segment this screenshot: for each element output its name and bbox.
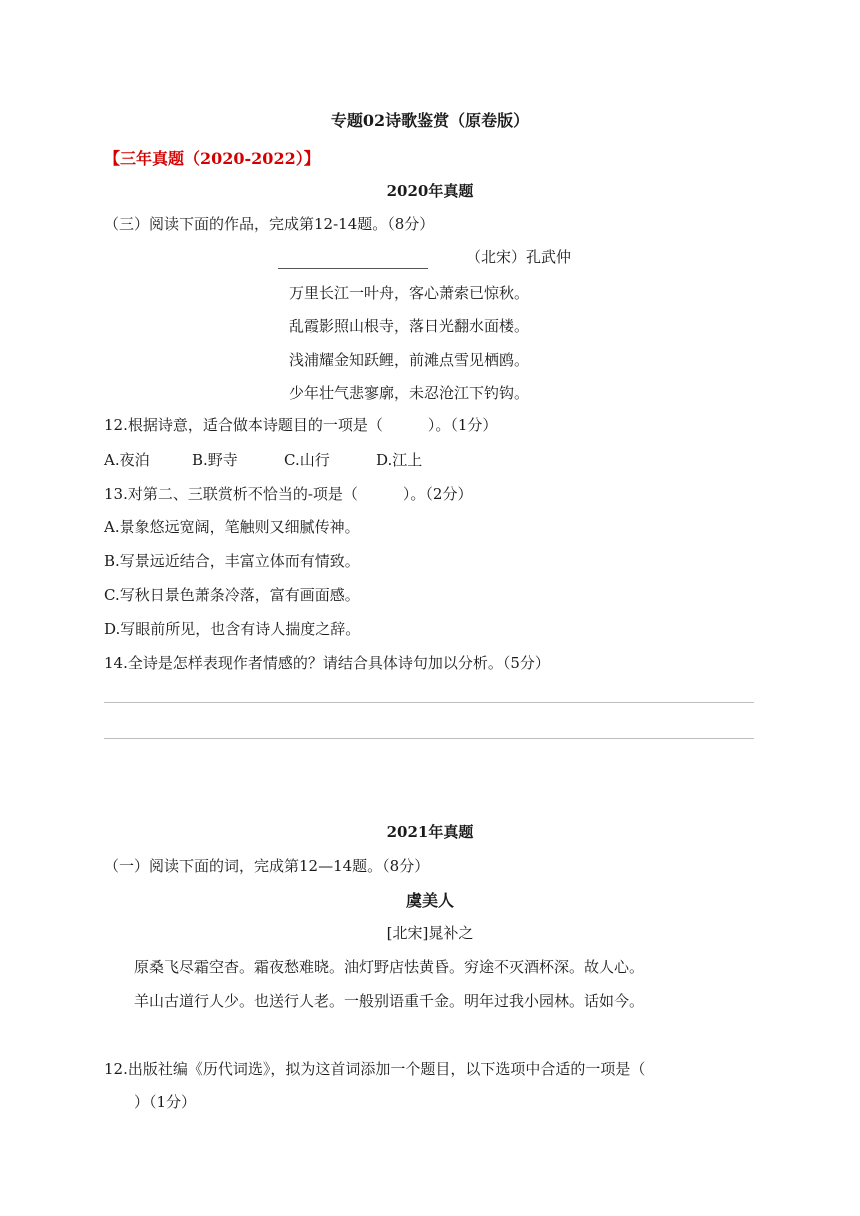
answer-line	[104, 738, 754, 739]
year-heading-2021: 2021年真题	[386, 823, 474, 841]
poem-line: 乱霞影照山根寺，落日光翻水面楼。	[289, 317, 530, 335]
question-12-2021-cont: ）（1分）	[134, 1093, 197, 1111]
ci-line: 羊山古道行人少。也送行人老。一般别语重千金。明年过我小园林。话如今。	[134, 992, 645, 1010]
question-13-2020: 13.对第二、三联赏析不恰当的-项是（ ）。（2分）	[104, 485, 473, 503]
document-title: 专题02诗歌鉴赏（原卷版）	[330, 111, 530, 130]
option-d: D.江上	[376, 451, 423, 469]
poem-author-2021: [北宋]晁补之	[386, 924, 474, 942]
option-d: D.写眼前所见，也含有诗人揣度之辞。	[104, 620, 361, 638]
question-12-2021: 12.出版社编《历代词选》，拟为这首词添加一个题目，以下选项中合适的一项是（	[104, 1060, 646, 1078]
poem-title-2021: 虞美人	[405, 891, 454, 910]
poem-line: 浅浦耀金知跃鲤，前滩点雪见栖鸥。	[289, 351, 530, 369]
option-c: C.山行	[284, 451, 330, 469]
option-c: C.写秋日景色萧条冷落，富有画面感。	[104, 586, 360, 604]
poem-line: 少年壮气悲寥廓，未忍沧江下钓钩。	[289, 384, 530, 402]
option-b: B.野寺	[192, 451, 238, 469]
question-12-2020: 12.根据诗意，适合做本诗题目的一项是（ ）。（1分）	[104, 416, 498, 434]
question-14-2020: 14.全诗是怎样表现作者情感的？请结合具体诗句加以分析。（5分）	[104, 654, 550, 672]
section-tag: 【三年真题（2020-2022）】	[104, 149, 320, 168]
option-a: A.景象悠远宽阔，笔触则又细腻传神。	[104, 518, 360, 536]
instruction-2020: （三）阅读下面的作品，完成第12-14题。（8分）	[104, 215, 435, 233]
answer-line	[104, 702, 754, 703]
poem-line: 万里长江一叶舟，客心萧索已惊秋。	[289, 284, 530, 302]
option-a: A.夜泊	[104, 451, 150, 469]
option-b: B.写景远近结合，丰富立体而有情致。	[104, 552, 360, 570]
title-blank-line	[278, 268, 428, 269]
year-heading-2020: 2020年真题	[386, 182, 474, 200]
ci-line: 原桑飞尽霜空杳。霜夜愁难晓。油灯野店怯黄昏。穷途不灭酒杯深。故人心。	[134, 958, 645, 976]
poem-author-2020: （北宋）孔武仲	[466, 248, 572, 266]
instruction-2021: （一）阅读下面的词，完成第12—14题。（8分）	[104, 857, 430, 875]
